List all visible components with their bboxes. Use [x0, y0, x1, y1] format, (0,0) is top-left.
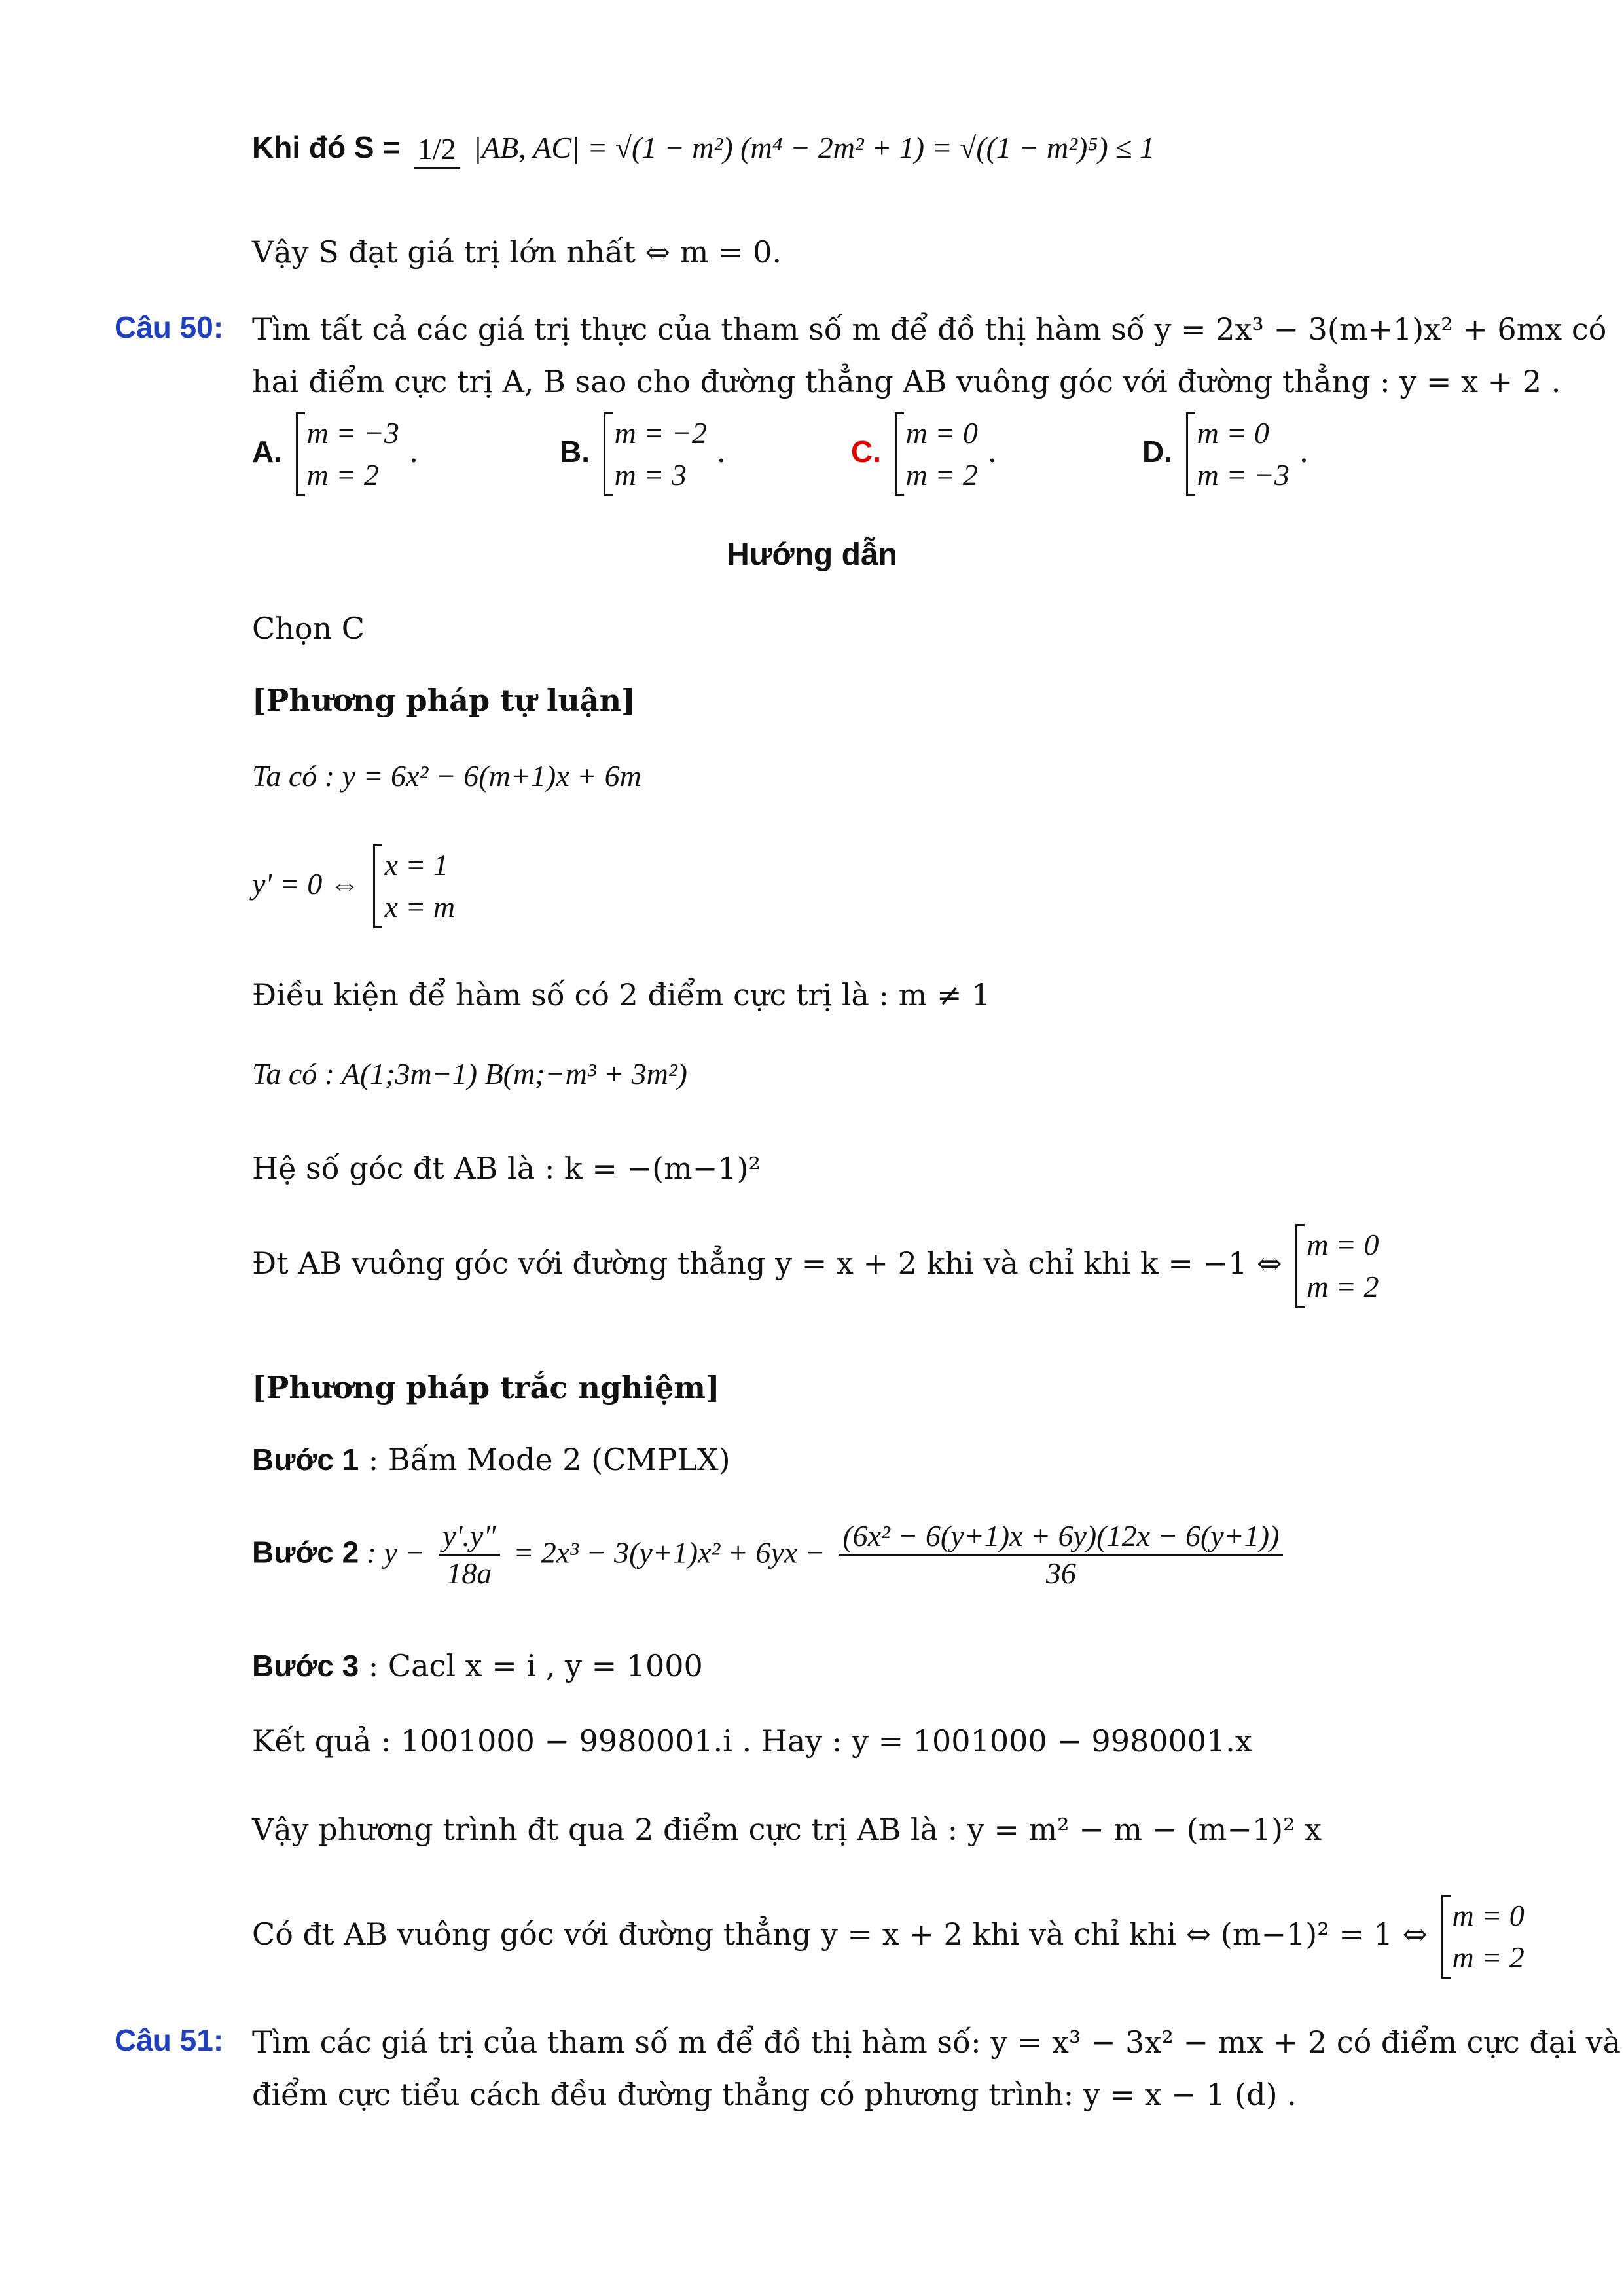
question-51-label: Câu 51:: [115, 2023, 224, 2057]
yprime-line: y' = 0 ⇔ x = 1 x = m: [252, 844, 1513, 928]
vay-line: Vậy S đạt giá trị lớn nhất ⇔ m = 0.: [252, 234, 782, 270]
guide-title: Hướng dẫn: [727, 537, 897, 572]
option-b[interactable]: B. m = −2 m = 3 .: [560, 412, 726, 496]
buoc-2-line: Bước 2 : y − $\frac{y'.y"}{18a}$ = 2x³ − 3(y+1)x² + 6yx − $\frac{\text{(6x² − 6(y+1)x + 6y)(12x − 6(y+1))}}{36}$: [252, 1518, 1513, 1591]
option-c[interactable]: C. m = 0 m = 2 .: [851, 412, 997, 496]
dt-ab-line: Đt AB vuông góc với đường thẳng y = x + 2 khi và chỉ khi k = −1 ⇔ m = 0 m = 2: [252, 1224, 1513, 1308]
ta-co-2: Ta có : A(1;3m−1) B(m;−m³ + 3m²): [252, 1057, 687, 1090]
question-50-label: Câu 50:: [115, 310, 224, 344]
question-50-text-1: Tìm tất cả các giá trị thực của tham số m để đồ thị hàm số y = 2x³ − 3(m+1)x² + 6mx có: [252, 312, 1607, 347]
half-fraction: 1/2: [414, 132, 460, 169]
vay-pt-line: Vậy phương trình đt qua 2 điểm cực trị AB là : y = m² − m − (m−1)² x: [252, 1812, 1322, 1847]
option-a[interactable]: A. m = −3 m = 2 .: [252, 412, 418, 496]
pp-tu-luan: [Phương pháp tự luận]: [252, 683, 636, 718]
buoc-3-line: Bước 3 : Cacl x = i , y = 1000: [252, 1648, 703, 1683]
dieu-kien-line: Điều kiện để hàm số có 2 điểm cực trị là : m ≠ 1: [252, 977, 991, 1013]
khi-do-line: Khi đó S = 1/2 |AB, AC| = √(1 − m²) (m⁴ − 2m² + 1) = √((1 − m²)⁵) ≤ 1: [252, 128, 1513, 169]
he-so-line: Hệ số góc đt AB là : k = −(m−1)²: [252, 1151, 761, 1186]
question-51-text-2: điểm cực tiểu cách đều đường thẳng có phương trình: y = x − 1 (d) .: [252, 2077, 1297, 2112]
buoc-1-line: Bước 1 : Bấm Mode 2 (CMPLX): [252, 1442, 731, 1477]
ket-qua-line: Kết quả : 1001000 − 9980001.i . Hay : y = 1001000 − 9980001.x: [252, 1723, 1252, 1759]
question-51-text-1: Tìm các giá trị của tham số m để đồ thị hàm số: y = x³ − 3x² − mx + 2 có điểm cực đại và: [252, 2024, 1621, 2060]
question-50-text-2: hai điểm cực trị A, B sao cho đường thẳng AB vuông góc với đường thẳng : y = x + 2 .: [252, 364, 1561, 399]
co-dt-line: Có đt AB vuông góc với đường thẳng y = x + 2 khi và chỉ khi ⇔ (m−1)² = 1 ⇔ m = 0 m = 2: [252, 1895, 1513, 1979]
chon-line: Chọn C: [252, 611, 365, 646]
option-d[interactable]: D. m = 0 m = −3 .: [1142, 412, 1308, 496]
ta-co-1: Ta có : y = 6x² − 6(m+1)x + 6m: [252, 759, 641, 793]
pp-trac-nghiem: [Phương pháp trắc nghiệm]: [252, 1370, 720, 1405]
